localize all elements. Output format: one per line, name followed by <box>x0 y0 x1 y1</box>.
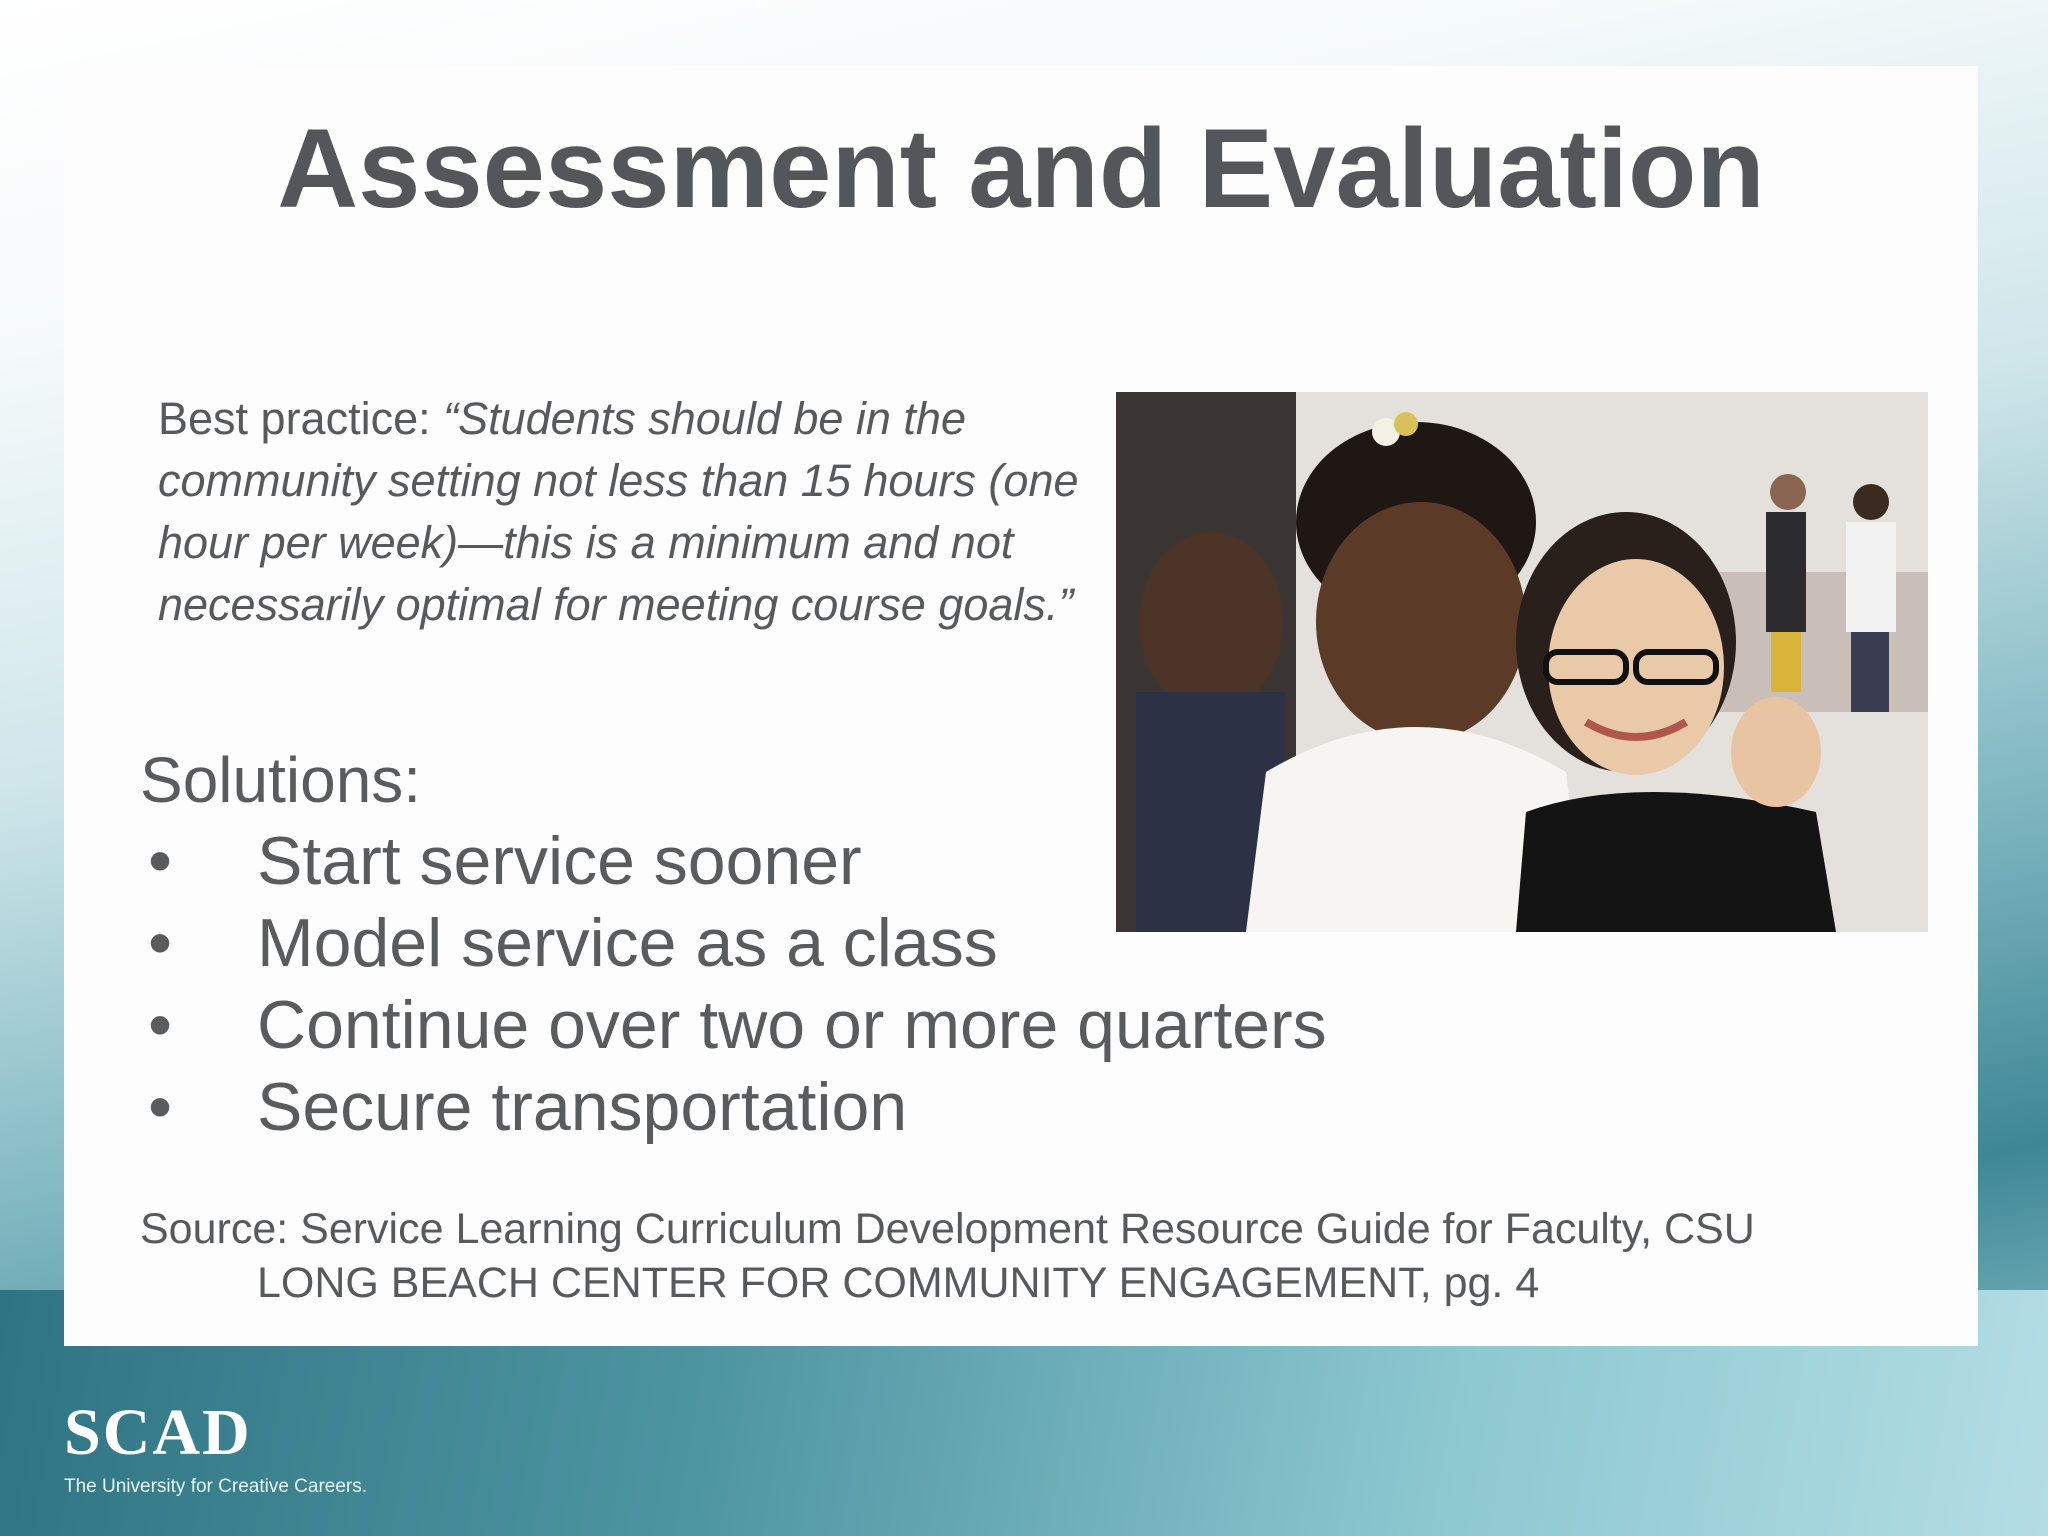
bullet: • <box>148 1069 172 1145</box>
logo-tagline: The University for Creative Careers. <box>64 1476 368 1497</box>
best-practice-quote <box>158 388 1098 636</box>
community-photo <box>1116 392 1928 932</box>
quote-text: “Students should be in the community setting not less than 15 hours (one hour per week)—this is a minimum and not necessarily optimal for meeting course goals.” <box>158 393 1079 630</box>
list-item <box>140 1066 1440 1148</box>
quote-label: Best practice: <box>158 393 444 444</box>
list-item-text: Continue over two or more quarters <box>257 987 1327 1063</box>
list-item-text: Model service as a class <box>257 905 998 981</box>
logo-mark: SCAD <box>64 1396 252 1469</box>
list-item-text: Start service sooner <box>257 823 862 899</box>
bullet: • <box>148 987 172 1063</box>
bullet: • <box>148 823 172 899</box>
solutions-heading: Solutions: <box>140 744 422 816</box>
scad-logo <box>64 1398 484 1508</box>
photo-illustration <box>1116 392 1928 932</box>
list-item <box>140 984 1440 1066</box>
list-item-text: Secure transportation <box>257 1069 908 1145</box>
slide-title: Assessment and Evaluation <box>277 106 1765 231</box>
source-line-1: Source: Service Learning Curriculum Development Resource Guide for Faculty, CSU <box>140 1205 1755 1253</box>
source-line-2: LONG BEACH CENTER FOR COMMUNITY ENGAGEMENT, pg. 4 <box>257 1259 1540 1307</box>
bullet: • <box>148 905 172 981</box>
source-citation <box>140 1202 1940 1310</box>
